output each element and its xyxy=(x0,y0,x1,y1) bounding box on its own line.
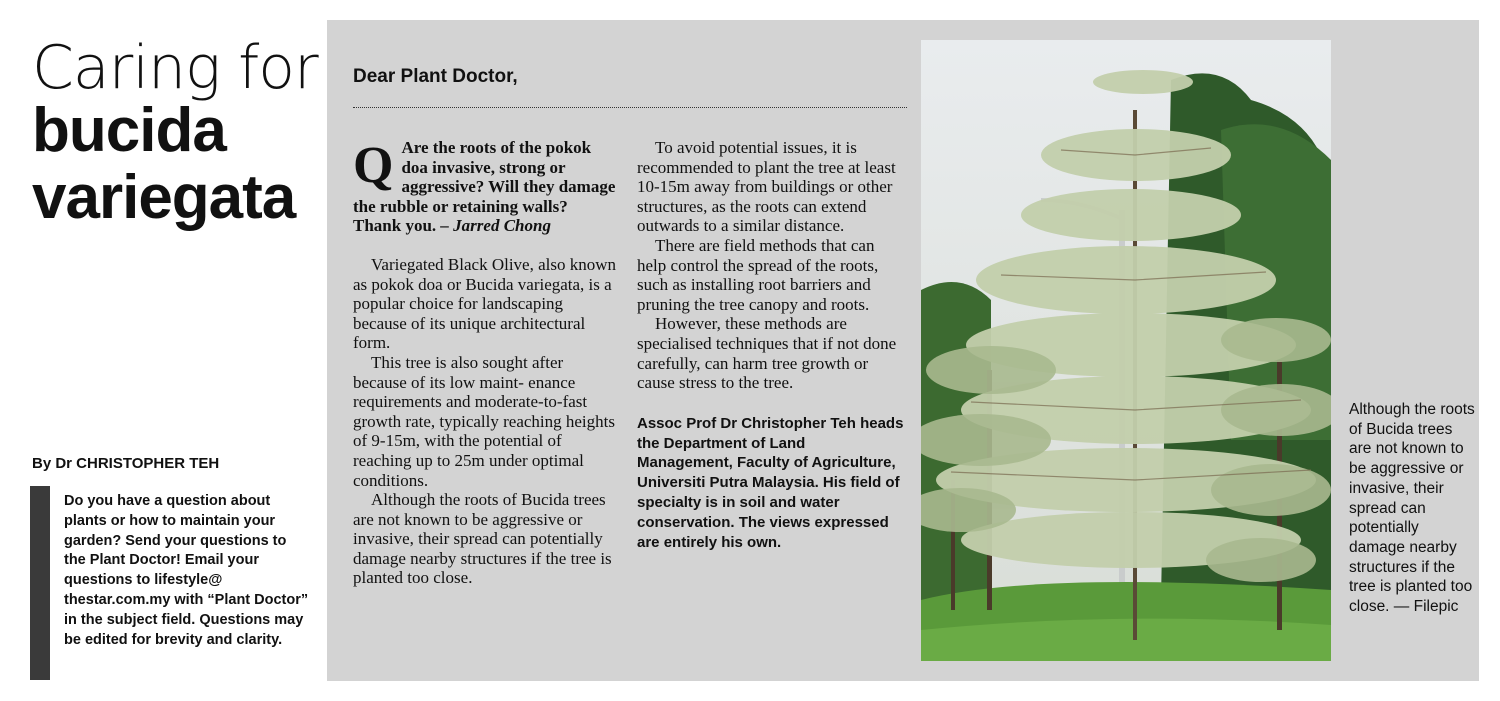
headline-line-2: bucida xyxy=(32,96,226,165)
answer-paragraph: However, these methods are specialised techniques that if not done carefully, can harm tree growth or cause stress to the tree. xyxy=(637,314,897,393)
drop-cap: Q xyxy=(353,137,394,194)
answer-paragraph: Variegated Black Olive, also known as pokok doa or Bucida variegata, is a popular choice for landscaping because of its unique architectural form. xyxy=(353,254,617,353)
article-headline xyxy=(32,33,322,232)
headline-line-1: Caring for xyxy=(32,33,318,103)
headline-line-3: variegata xyxy=(32,162,296,232)
question-author: – Jarred Chong xyxy=(436,216,551,236)
text-column-1 xyxy=(353,138,619,588)
callout-bar xyxy=(30,486,50,680)
reader-question xyxy=(353,138,619,236)
bucida-tree-illustration xyxy=(921,40,1331,661)
author-bio: Assoc Prof Dr Christopher Teh heads the Department of Land Management, Faculty of Agriculture, Universiti Putra Malaysia. His field of specialty is in soil and water conservation. The views expressed are entirely his own. xyxy=(637,414,904,551)
photo-caption: Although the roots of Bucida trees are not known to be aggressive or invasive, their spread can potentially damage nearby structures if the tree is planted too close. — Filepic xyxy=(1349,401,1475,616)
dotted-divider xyxy=(353,107,907,108)
submission-callout xyxy=(30,486,310,680)
byline: By Dr CHRISTOPHER TEH xyxy=(32,455,220,472)
callout-text: Do you have a question about plants or how to maintain your garden? Send your questions to the Plant Doctor! Email your questions to lifestyle@ thestar.com.my with “Plant Doctor” in the subject field. Questions may be edited for brevity and clarity. xyxy=(64,493,309,648)
answer-paragraph: This tree is also sought after because of its low maint- enance requirements and moderate-to-fast growth rate, typically reaching heights of 9-15m, with the potential of reaching up to 25m under optimal conditions. xyxy=(353,352,615,490)
question-text: Are the roots of the pokok doa invasive, strong or aggressive? Will they damage the rubble or retaining walls? Thank you. xyxy=(353,138,616,236)
answer-paragraph: To avoid potential issues, it is recommended to plant the tree at least 10-15m away from buildings or other structures, as the roots can extend outwards to a similar distance. xyxy=(637,138,896,236)
greeting: Dear Plant Doctor, xyxy=(353,66,518,87)
answer-paragraph: There are field methods that can help control the spread of the roots, such as installing root barriers and pruning the tree canopy and roots. xyxy=(637,235,879,314)
answer-paragraph: Although the roots of Bucida trees are not known to be aggressive or invasive, their spread can potentially damage nearby structures if the tree is planted too close. xyxy=(353,490,612,588)
text-column-2 xyxy=(637,138,905,552)
tree-photo xyxy=(921,40,1331,661)
